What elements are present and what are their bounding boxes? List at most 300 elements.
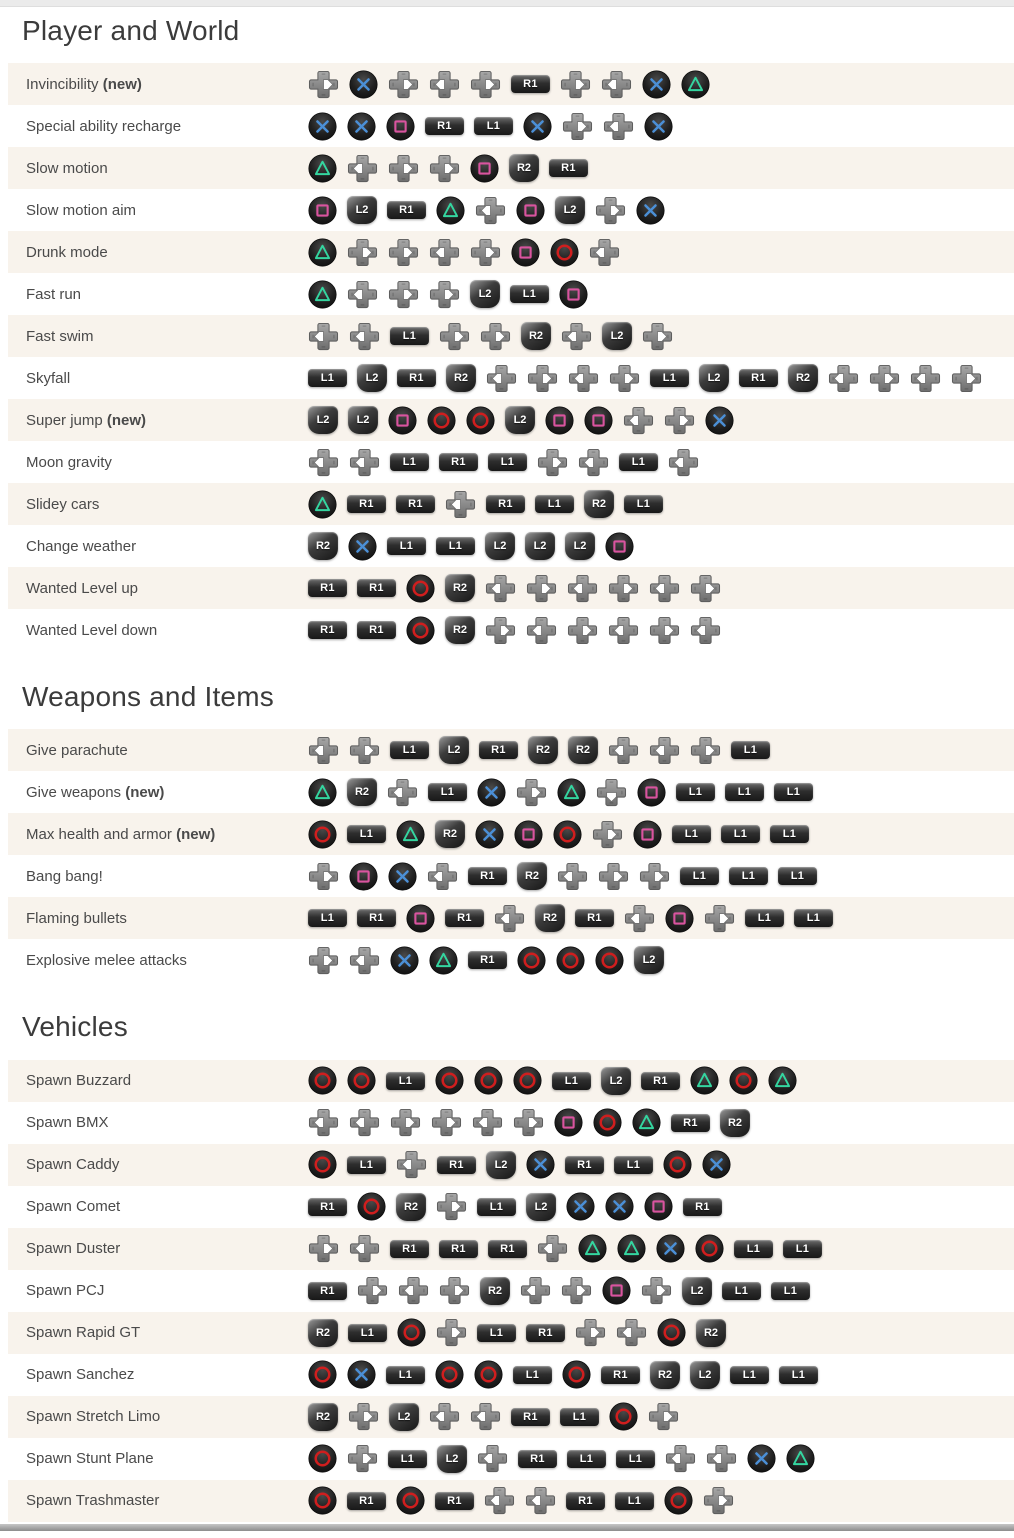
cheat-label: Skyfall bbox=[26, 369, 71, 387]
dpad-left-icon bbox=[347, 153, 378, 184]
R1-button-icon: R1 bbox=[397, 369, 436, 387]
dpad-left-icon bbox=[537, 1233, 568, 1264]
L1-button-icon: L1 bbox=[390, 453, 429, 471]
dpad-left-icon bbox=[690, 615, 721, 646]
circle-button-icon bbox=[397, 1318, 426, 1347]
square-button-icon bbox=[559, 280, 588, 309]
circle-button-icon bbox=[406, 574, 435, 603]
cheat-label: Spawn Caddy bbox=[26, 1156, 120, 1174]
dpad-left-icon bbox=[387, 777, 418, 808]
cheat-row bbox=[8, 897, 1014, 939]
L1-button-icon: L1 bbox=[615, 1492, 654, 1510]
button-sequence bbox=[308, 532, 634, 561]
dpad-right-icon bbox=[485, 615, 516, 646]
dpad-left-icon bbox=[429, 237, 460, 268]
circle-button-icon bbox=[695, 1234, 724, 1263]
dpad-left-icon bbox=[484, 1485, 515, 1516]
L1-button-icon: L1 bbox=[730, 1366, 769, 1384]
dpad-right-icon bbox=[649, 615, 680, 646]
triangle-button-icon bbox=[308, 778, 337, 807]
cheat-label: Spawn Trashmaster bbox=[26, 1492, 160, 1510]
dpad-left-icon bbox=[347, 279, 378, 310]
dpad-left-icon bbox=[349, 945, 380, 976]
cheat-row bbox=[8, 771, 1014, 813]
square-button-icon bbox=[388, 406, 417, 435]
L1-button-icon: L1 bbox=[428, 783, 467, 801]
triangle-button-icon bbox=[768, 1066, 797, 1095]
circle-button-icon bbox=[347, 1066, 376, 1095]
triangle-button-icon bbox=[557, 778, 586, 807]
page-top-strip bbox=[0, 0, 1014, 7]
dpad-left-icon bbox=[706, 1443, 737, 1474]
dpad-left-icon bbox=[475, 195, 506, 226]
L2-button-icon: L2 bbox=[565, 532, 595, 560]
circle-button-icon bbox=[593, 1108, 622, 1137]
R1-button-icon: R1 bbox=[347, 1492, 386, 1510]
cheat-row bbox=[8, 939, 1014, 981]
circle-button-icon bbox=[663, 1150, 692, 1179]
dpad-left-icon bbox=[557, 861, 588, 892]
dpad-left-icon bbox=[603, 111, 634, 142]
triangle-button-icon bbox=[429, 946, 458, 975]
page-bottom-bar bbox=[0, 1524, 1014, 1531]
cross-button-icon bbox=[348, 532, 377, 561]
cross-button-icon bbox=[642, 70, 671, 99]
new-badge: (new) bbox=[106, 411, 147, 429]
cheat-row bbox=[8, 1186, 1014, 1228]
L1-button-icon: L1 bbox=[614, 1156, 653, 1174]
square-button-icon bbox=[644, 1192, 673, 1221]
new-badge: (new) bbox=[176, 825, 216, 843]
dpad-right-icon bbox=[388, 69, 419, 100]
dpad-left-icon bbox=[828, 363, 859, 394]
L2-button-icon: L2 bbox=[486, 1151, 516, 1179]
dpad-right-icon bbox=[347, 1443, 378, 1474]
L1-button-icon: L1 bbox=[308, 909, 347, 927]
L2-button-icon: L2 bbox=[470, 280, 500, 308]
R1-button-icon: R1 bbox=[526, 1324, 565, 1342]
L1-button-icon: L1 bbox=[680, 867, 719, 885]
R1-button-icon: R1 bbox=[308, 1198, 347, 1216]
cheat-label: Spawn PCJ bbox=[26, 1282, 105, 1300]
cross-button-icon bbox=[347, 112, 376, 141]
dpad-right-icon bbox=[388, 279, 419, 310]
button-sequence bbox=[308, 363, 982, 394]
L1-button-icon: L1 bbox=[488, 453, 527, 471]
cross-button-icon bbox=[308, 112, 337, 141]
dpad-right-icon bbox=[388, 237, 419, 268]
cheat-row bbox=[8, 1228, 1014, 1270]
cheat-row bbox=[8, 567, 1014, 609]
square-button-icon bbox=[511, 238, 540, 267]
cheat-label: Bang bang! bbox=[26, 867, 103, 885]
dpad-right-icon bbox=[561, 1275, 592, 1306]
dpad-right-icon bbox=[642, 321, 673, 352]
R1-button-icon: R1 bbox=[308, 579, 347, 597]
L2-button-icon: L2 bbox=[555, 196, 585, 224]
dpad-right-icon bbox=[480, 321, 511, 352]
cheat-row bbox=[8, 441, 1014, 483]
L1-button-icon: L1 bbox=[779, 1366, 818, 1384]
dpad-right-icon bbox=[951, 363, 982, 394]
cheat-rows bbox=[8, 63, 1014, 651]
button-sequence bbox=[308, 615, 721, 646]
R2-button-icon: R2 bbox=[347, 778, 377, 806]
dpad-right-icon bbox=[388, 153, 419, 184]
cheat-label: Spawn Sanchez bbox=[26, 1366, 135, 1384]
square-button-icon bbox=[406, 904, 435, 933]
dpad-left-icon bbox=[308, 447, 339, 478]
dpad-left-icon bbox=[349, 1233, 380, 1264]
cheat-row bbox=[8, 483, 1014, 525]
dpad-right-icon bbox=[598, 861, 629, 892]
triangle-button-icon bbox=[632, 1108, 661, 1137]
L2-button-icon: L2 bbox=[348, 406, 378, 434]
R1-button-icon: R1 bbox=[437, 1156, 476, 1174]
button-sequence bbox=[308, 489, 663, 520]
cheat-row bbox=[8, 189, 1014, 231]
triangle-button-icon bbox=[690, 1066, 719, 1095]
L2-button-icon: L2 bbox=[682, 1277, 712, 1305]
R2-button-icon: R2 bbox=[650, 1361, 680, 1389]
cross-button-icon bbox=[390, 946, 419, 975]
L1-button-icon: L1 bbox=[624, 495, 663, 513]
square-button-icon bbox=[602, 1276, 631, 1305]
cheat-row bbox=[8, 1270, 1014, 1312]
new-badge: (new) bbox=[125, 783, 165, 801]
dpad-left-icon bbox=[485, 573, 516, 604]
button-sequence bbox=[308, 153, 588, 184]
L1-button-icon: L1 bbox=[386, 1366, 425, 1384]
button-sequence bbox=[308, 1107, 750, 1138]
button-sequence bbox=[308, 861, 817, 892]
button-sequence bbox=[308, 1317, 726, 1348]
cheat-row bbox=[8, 147, 1014, 189]
dpad-left-icon bbox=[429, 69, 460, 100]
R2-button-icon: R2 bbox=[446, 364, 476, 392]
circle-button-icon bbox=[553, 820, 582, 849]
button-sequence bbox=[308, 321, 673, 352]
dpad-right-icon bbox=[526, 573, 557, 604]
L1-button-icon: L1 bbox=[390, 741, 429, 759]
button-sequence bbox=[308, 735, 770, 766]
R2-button-icon: R2 bbox=[568, 736, 598, 764]
cheat-row bbox=[8, 1480, 1014, 1522]
circle-button-icon bbox=[466, 406, 495, 435]
cross-button-icon bbox=[605, 1192, 634, 1221]
L1-button-icon: L1 bbox=[745, 909, 784, 927]
cheat-label: Spawn Buzzard bbox=[26, 1072, 132, 1090]
dpad-left-icon bbox=[649, 735, 680, 766]
dpad-left-icon bbox=[349, 447, 380, 478]
dpad-left-icon bbox=[589, 237, 620, 268]
R1-button-icon: R1 bbox=[641, 1072, 680, 1090]
dpad-right-icon bbox=[516, 777, 547, 808]
triangle-button-icon bbox=[308, 280, 337, 309]
circle-button-icon bbox=[513, 1066, 542, 1095]
cheat-label: Spawn Duster bbox=[26, 1240, 121, 1258]
cross-button-icon bbox=[566, 1192, 595, 1221]
dpad-left-icon bbox=[398, 1275, 429, 1306]
circle-button-icon bbox=[474, 1066, 503, 1095]
R1-button-icon: R1 bbox=[425, 117, 464, 135]
L1-button-icon: L1 bbox=[513, 1366, 552, 1384]
square-button-icon bbox=[308, 196, 337, 225]
cheat-label: Special ability recharge bbox=[26, 117, 182, 135]
L2-button-icon: L2 bbox=[526, 1193, 556, 1221]
L1-button-icon: L1 bbox=[650, 369, 689, 387]
dpad-right-icon bbox=[308, 1233, 339, 1264]
L1-button-icon: L1 bbox=[725, 783, 764, 801]
L1-button-icon: L1 bbox=[672, 825, 711, 843]
cheat-label: Flaming bullets bbox=[26, 909, 127, 927]
dpad-right-icon bbox=[527, 363, 558, 394]
square-button-icon bbox=[637, 778, 666, 807]
dpad-right-icon bbox=[436, 1191, 467, 1222]
cross-button-icon bbox=[526, 1150, 555, 1179]
dpad-right-icon bbox=[869, 363, 900, 394]
L1-button-icon: L1 bbox=[535, 495, 574, 513]
dpad-left-icon bbox=[308, 735, 339, 766]
circle-button-icon bbox=[308, 1150, 337, 1179]
cheat-rows bbox=[8, 1060, 1014, 1522]
L1-button-icon: L1 bbox=[721, 825, 760, 843]
dpad-left-icon bbox=[623, 405, 654, 436]
circle-button-icon bbox=[595, 946, 624, 975]
dpad-left-icon bbox=[561, 321, 592, 352]
dpad-right-icon bbox=[567, 615, 598, 646]
R1-button-icon: R1 bbox=[445, 909, 484, 927]
dpad-left-icon bbox=[470, 1401, 501, 1432]
R1-button-icon: R1 bbox=[671, 1114, 710, 1132]
dpad-right-icon bbox=[470, 237, 501, 268]
L2-button-icon: L2 bbox=[690, 1361, 720, 1389]
L2-button-icon: L2 bbox=[485, 532, 515, 560]
R1-button-icon: R1 bbox=[479, 741, 518, 759]
cross-button-icon bbox=[475, 820, 504, 849]
dpad-right-icon bbox=[348, 1401, 379, 1432]
circle-button-icon bbox=[427, 406, 456, 435]
section-vehicles bbox=[0, 1011, 1014, 1521]
R1-button-icon: R1 bbox=[601, 1366, 640, 1384]
cheat-label: Invincibility (new) bbox=[26, 75, 142, 93]
cheat-label: Max health and armor (new) bbox=[26, 825, 216, 843]
R1-button-icon: R1 bbox=[347, 495, 386, 513]
button-sequence bbox=[308, 405, 734, 436]
R1-button-icon: R1 bbox=[683, 1198, 722, 1216]
cheat-rows bbox=[8, 729, 1014, 981]
dpad-left-icon bbox=[486, 363, 517, 394]
L1-button-icon: L1 bbox=[560, 1408, 599, 1426]
dpad-left-icon bbox=[472, 1107, 503, 1138]
dpad-right-icon bbox=[648, 1401, 679, 1432]
R1-button-icon: R1 bbox=[468, 867, 507, 885]
dpad-left-icon bbox=[525, 1485, 556, 1516]
dpad-left-icon bbox=[349, 1107, 380, 1138]
circle-button-icon bbox=[562, 1360, 591, 1389]
dpad-right-icon bbox=[690, 573, 721, 604]
cross-button-icon bbox=[347, 1360, 376, 1389]
R1-button-icon: R1 bbox=[511, 1408, 550, 1426]
cheat-label: Fast run bbox=[26, 285, 82, 303]
button-sequence bbox=[308, 111, 673, 142]
R1-button-icon: R1 bbox=[396, 495, 435, 513]
cross-button-icon bbox=[349, 70, 378, 99]
triangle-button-icon bbox=[308, 154, 337, 183]
dpad-left-icon bbox=[649, 573, 680, 604]
cheat-row bbox=[8, 1354, 1014, 1396]
cross-button-icon bbox=[644, 112, 673, 141]
L1-button-icon: L1 bbox=[676, 783, 715, 801]
L2-button-icon: L2 bbox=[602, 322, 632, 350]
triangle-button-icon bbox=[578, 1234, 607, 1263]
L1-button-icon: L1 bbox=[722, 1282, 761, 1300]
L1-button-icon: L1 bbox=[774, 783, 813, 801]
triangle-button-icon bbox=[308, 238, 337, 267]
cheat-row bbox=[8, 315, 1014, 357]
R1-button-icon: R1 bbox=[565, 1156, 604, 1174]
R2-button-icon: R2 bbox=[480, 1277, 510, 1305]
triangle-button-icon bbox=[308, 490, 337, 519]
dpad-right-icon bbox=[357, 1275, 388, 1306]
dpad-right-icon bbox=[639, 861, 670, 892]
section-title: Vehicles bbox=[22, 1011, 128, 1043]
R2-button-icon: R2 bbox=[517, 862, 547, 890]
L2-button-icon: L2 bbox=[357, 364, 387, 392]
L2-button-icon: L2 bbox=[634, 946, 664, 974]
button-sequence bbox=[308, 1233, 822, 1264]
dpad-right-icon bbox=[595, 195, 626, 226]
L2-button-icon: L2 bbox=[601, 1067, 631, 1095]
dpad-left-icon bbox=[601, 69, 632, 100]
L1-button-icon: L1 bbox=[731, 741, 770, 759]
L1-button-icon: L1 bbox=[778, 867, 817, 885]
dpad-right-icon bbox=[349, 735, 380, 766]
circle-button-icon bbox=[517, 946, 546, 975]
R1-button-icon: R1 bbox=[308, 1282, 347, 1300]
triangle-button-icon bbox=[681, 70, 710, 99]
button-sequence bbox=[308, 777, 813, 808]
button-sequence bbox=[308, 1066, 797, 1095]
cheat-label: Spawn Stunt Plane bbox=[26, 1450, 154, 1468]
cross-button-icon bbox=[636, 196, 665, 225]
dpad-right-icon bbox=[562, 111, 593, 142]
square-button-icon bbox=[633, 820, 662, 849]
section-player-and-world bbox=[0, 7, 1014, 651]
circle-button-icon bbox=[357, 1192, 386, 1221]
dpad-left-icon bbox=[616, 1317, 647, 1348]
circle-button-icon bbox=[664, 1486, 693, 1515]
L1-button-icon: L1 bbox=[552, 1072, 591, 1090]
dpad-right-icon bbox=[704, 903, 735, 934]
L1-button-icon: L1 bbox=[567, 1450, 606, 1468]
dpad-left-icon bbox=[526, 615, 557, 646]
cheat-label: Fast swim bbox=[26, 327, 94, 345]
circle-button-icon bbox=[308, 1360, 337, 1389]
dpad-right-icon bbox=[592, 819, 623, 850]
cheat-label: Drunk mode bbox=[26, 243, 108, 261]
circle-button-icon bbox=[308, 1444, 337, 1473]
R1-button-icon: R1 bbox=[387, 201, 426, 219]
button-sequence bbox=[308, 279, 588, 310]
L1-button-icon: L1 bbox=[386, 1072, 425, 1090]
dpad-right-icon bbox=[664, 405, 695, 436]
cheat-label: Slow motion aim bbox=[26, 201, 137, 219]
R1-button-icon: R1 bbox=[357, 621, 396, 639]
cross-button-icon bbox=[523, 112, 552, 141]
button-sequence bbox=[308, 1149, 731, 1180]
square-button-icon bbox=[605, 532, 634, 561]
button-sequence bbox=[308, 1401, 679, 1432]
R1-button-icon: R1 bbox=[390, 1240, 429, 1258]
R1-button-icon: R1 bbox=[435, 1492, 474, 1510]
L1-button-icon: L1 bbox=[771, 1282, 810, 1300]
dpad-right-icon bbox=[513, 1107, 544, 1138]
cheat-label: Change weather bbox=[26, 537, 137, 555]
button-sequence bbox=[308, 945, 664, 976]
R1-button-icon: R1 bbox=[739, 369, 778, 387]
dpad-left-icon bbox=[396, 1149, 427, 1180]
circle-button-icon bbox=[435, 1066, 464, 1095]
button-sequence bbox=[308, 819, 809, 850]
R1-button-icon: R1 bbox=[439, 1240, 478, 1258]
dpad-right-icon bbox=[575, 1317, 606, 1348]
dpad-right-icon bbox=[470, 69, 501, 100]
cheat-row bbox=[8, 1060, 1014, 1102]
dpad-right-icon bbox=[431, 1107, 462, 1138]
dpad-left-icon bbox=[668, 447, 699, 478]
cheat-row bbox=[8, 525, 1014, 567]
cheat-row bbox=[8, 105, 1014, 147]
dpad-right-icon bbox=[429, 279, 460, 310]
L1-button-icon: L1 bbox=[477, 1324, 516, 1342]
dpad-left-icon bbox=[349, 321, 380, 352]
dpad-right-icon bbox=[608, 573, 639, 604]
button-sequence bbox=[308, 1360, 818, 1389]
L1-button-icon: L1 bbox=[347, 825, 386, 843]
R2-button-icon: R2 bbox=[696, 1319, 726, 1347]
R1-button-icon: R1 bbox=[518, 1450, 557, 1468]
cross-button-icon bbox=[705, 406, 734, 435]
dpad-left-icon bbox=[445, 489, 476, 520]
R2-button-icon: R2 bbox=[396, 1193, 426, 1221]
cheat-label: Moon gravity bbox=[26, 453, 112, 471]
button-sequence bbox=[308, 903, 833, 934]
R2-button-icon: R2 bbox=[445, 574, 475, 602]
cheat-row bbox=[8, 399, 1014, 441]
square-button-icon bbox=[545, 406, 574, 435]
square-button-icon bbox=[554, 1108, 583, 1137]
circle-button-icon bbox=[657, 1318, 686, 1347]
circle-button-icon bbox=[609, 1402, 638, 1431]
dpad-left-icon bbox=[477, 1443, 508, 1474]
dpad-right-icon bbox=[308, 861, 339, 892]
dpad-right-icon bbox=[347, 237, 378, 268]
L1-button-icon: L1 bbox=[770, 825, 809, 843]
triangle-button-icon bbox=[617, 1234, 646, 1263]
L2-button-icon: L2 bbox=[525, 532, 555, 560]
L1-button-icon: L1 bbox=[436, 537, 475, 555]
section-title: Weapons and Items bbox=[22, 681, 274, 713]
circle-button-icon bbox=[396, 1486, 425, 1515]
circle-button-icon bbox=[435, 1360, 464, 1389]
button-sequence bbox=[308, 1191, 722, 1222]
cheat-row bbox=[8, 1102, 1014, 1144]
dpad-left-icon bbox=[608, 615, 639, 646]
R1-button-icon: R1 bbox=[566, 1492, 605, 1510]
cheat-label: Spawn Comet bbox=[26, 1198, 121, 1216]
circle-button-icon bbox=[308, 820, 337, 849]
